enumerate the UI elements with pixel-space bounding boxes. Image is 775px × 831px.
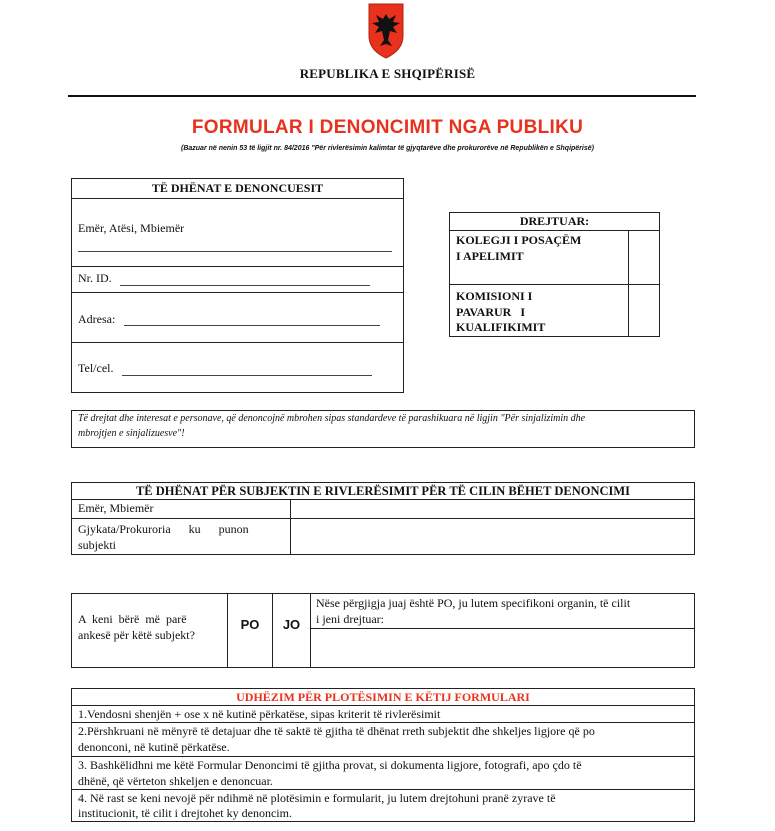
- divider: [71, 198, 404, 199]
- privacy-notice-line1: Të drejtat dhe interesat e personave, që denoncojnë mbrohen sipas standardeve të parashikuara në ligjin "Për sinjalizimin dhe: [78, 413, 586, 424]
- country-name: REPUBLIKA E SHQIPËRISË: [299, 66, 476, 81]
- instruction-item-4: 4. Në rast se keni nevojë për ndihmë në plotësimin e formularit, ju lutem drejtohuni pranë zyrave të: [78, 791, 556, 805]
- answer-yes-checkbox[interactable]: PO: [240, 617, 260, 632]
- checkbox-kpa[interactable]: [629, 231, 659, 283]
- subject-name-field[interactable]: [291, 500, 694, 517]
- divider: [71, 705, 695, 706]
- divider: [71, 789, 695, 790]
- form-title: FORMULAR I DENONCIMIT NGA PUBLIKU: [191, 117, 584, 138]
- subject-court-field[interactable]: [291, 519, 694, 554]
- divider: [71, 342, 404, 343]
- addressee-option-kpk-line2: PAVARUR I: [456, 305, 526, 319]
- reporter-address-label: Adresa:: [78, 312, 116, 326]
- instruction-item-1: 1.Vendosni shenjën + ose x në kutinë përkatëse, sipas kriterit të rivlerësimit: [78, 707, 441, 721]
- addressee-option-kpa: KOLEGJI I POSAÇËM: [456, 233, 582, 247]
- subject-court-label: Gjykata/Prokuroria ku punon: [78, 522, 249, 536]
- reporter-phone-label: Tel/cel.: [78, 361, 114, 375]
- checkbox-kpk[interactable]: [629, 285, 659, 336]
- reporter-heading: TË DHËNAT E DENONCUESIT: [151, 181, 324, 195]
- instruction-item-3-line2: dhënë, që vërteton shkeljen e denoncuar.: [78, 774, 273, 788]
- subject-heading: TË DHËNAT PËR SUBJEKTIN E RIVLERËSIMIT PËR TË CILIN BËHET DENONCIMI: [135, 484, 631, 498]
- specify-organ-label: Nëse përgjigja juaj është PO, ju lutem specifikoni organin, të cilit: [316, 596, 631, 610]
- privacy-notice-line2: mbrojtjen e sinjalizuesve"!: [78, 428, 185, 439]
- reporter-name-field[interactable]: [78, 251, 392, 252]
- answer-no-checkbox[interactable]: JO: [282, 617, 301, 632]
- reporter-name-label: Emër, Atësi, Mbiemër: [78, 221, 185, 235]
- specify-organ-label-line2: i jeni drejtuar:: [316, 612, 384, 626]
- previous-complaint-question-line2: ankesë për këtë subjekt?: [78, 628, 195, 642]
- specify-organ-field[interactable]: [311, 629, 694, 667]
- header-rule: [68, 95, 696, 97]
- instructions-heading: UDHËZIM PËR PLOTËSIMIN E KËTIJ FORMULARI: [236, 690, 530, 704]
- subject-court-label-line2: subjekti: [78, 538, 116, 552]
- instruction-item-2: 2.Përshkruani në mënyrë të detajuar dhe të saktë të gjitha të dhënat rreth subjektit dhe shkeljes ligjore që po: [78, 724, 595, 738]
- reporter-phone-field[interactable]: [122, 375, 372, 376]
- addressee-option-kpk-line3: KUALIFIKIMIT: [456, 320, 546, 334]
- reporter-id-label: Nr. ID.: [78, 271, 112, 285]
- instruction-item-4-line2: institucionit, të cilit i drejtohet ky denoncim.: [78, 806, 292, 820]
- instruction-item-2-line2: denonconi, në kutinë përkatëse.: [78, 740, 230, 754]
- reporter-id-field[interactable]: [120, 285, 370, 286]
- albanian-emblem-icon: [366, 2, 406, 60]
- addressee-option-kpa-line2: I APELIMIT: [456, 249, 524, 263]
- addressee-heading: DREJTUAR:: [519, 214, 590, 228]
- previous-complaint-question: A keni bërë më parë: [78, 612, 187, 626]
- divider: [71, 722, 695, 723]
- divider: [71, 756, 695, 757]
- divider: [71, 292, 404, 293]
- addressee-option-kpk: KOMISIONI I: [456, 289, 533, 303]
- divider: [71, 266, 404, 267]
- instruction-item-3: 3. Bashkëlidhni me këtë Formular Denoncimi të gjitha provat, si dokumenta ligjore, fotografi, apo çdo të: [78, 758, 582, 772]
- subject-name-label: Emër, Mbiemër: [78, 501, 154, 515]
- legal-basis: (Bazuar në nenin 53 të ligjit nr. 84/2016 "Për rivlerësimin kalimtar të gjyqtarëve dhe prokurorëve në Republikën e Shqipërisë): [181, 145, 594, 152]
- reporter-address-field[interactable]: [124, 325, 380, 326]
